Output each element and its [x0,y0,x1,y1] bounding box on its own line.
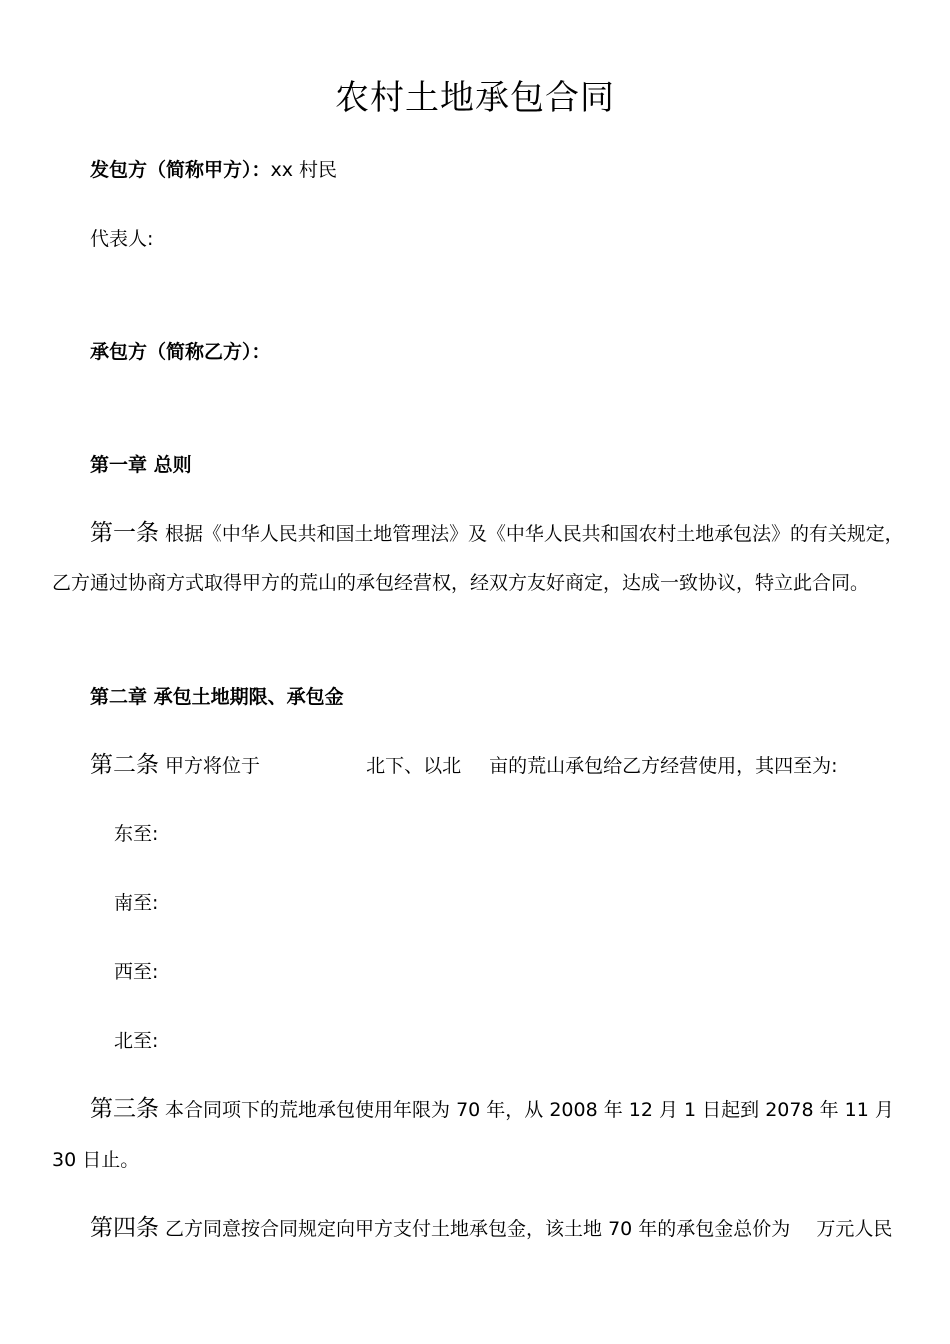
boundary-east: 东至: [114,823,159,845]
article-4-text-1: 乙方同意按合同规定向甲方支付土地承包金，该土地 70 年的承包金总价为 [165,1218,791,1240]
article-3-line-2: 30 日止。 [52,1149,140,1171]
party-a-line [90,157,337,183]
article-1-text-1: 根据《中华人民共和国土地管理法》及《中华人民共和国农村土地承包法》的有关规定， [165,523,904,545]
boundary-north: 北至: [114,1030,159,1052]
article-2-text-2: 北下、以北 [366,755,462,777]
contract-title: 农村土地承包合同 [335,77,615,118]
article-1-line-1 [90,520,904,547]
article-3-line-1 [90,1096,894,1123]
article-1-line-2: 乙方通过协商方式取得甲方的荒山的承包经营权，经双方友好商定，达成一致协议，特立此合同。 [52,572,870,594]
article-3-label: 第三条 [90,1096,159,1122]
representative-label: 代表人: [90,228,154,250]
article-4-label: 第四条 [90,1215,159,1241]
article-4-text-2: 万元人民 [816,1218,893,1240]
representative-line [90,226,153,252]
article-2-text-3: 亩的荒山承包给乙方经营使用，其四至为: [489,755,838,777]
party-a-value: xx 村民 [270,159,338,181]
party-b-label: 承包方（简称乙方）： [90,341,271,363]
boundary-south: 南至: [114,892,159,914]
party-b-line [90,339,271,365]
boundary-west: 西至: [114,961,159,983]
party-a-label: 发包方（简称甲方）： [90,159,271,181]
article-2-label: 第二条 [90,752,159,778]
article-1-label: 第一条 [90,520,159,546]
article-2-line [90,752,837,779]
chapter-1-heading: 第一章 总则 [90,454,192,476]
chapter-2-heading: 第二章 承包土地期限、承包金 [90,686,344,708]
article-2-text-1: 甲方将位于 [165,755,261,777]
article-4-line-1 [90,1215,892,1242]
article-3-text-1: 本合同项下的荒地承包使用年限为 70 年，从 2008 年 12 月 1 日起到 2078 年 11 月 [165,1099,894,1121]
